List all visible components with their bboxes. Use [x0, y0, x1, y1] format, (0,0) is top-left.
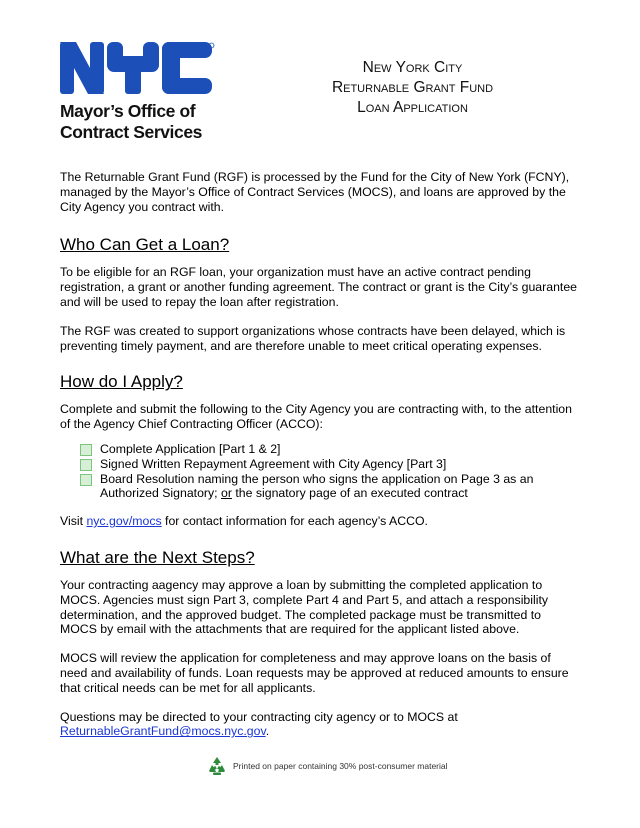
nyc-logo [60, 42, 216, 143]
footer [207, 756, 448, 776]
review-paragraph: MOCS will review the application for completeness and may approve loans on the basis of need and availability of funds. Loan requests may be approved at reduced amounts to ensure that critical needs can be met for all applicants. [60, 651, 569, 695]
checkbox-bullet-icon [80, 459, 92, 471]
list-item [80, 457, 580, 472]
checkbox-bullet-icon [80, 444, 92, 456]
title-line2: Returnable Grant Fund [331, 79, 494, 96]
mocs-website-link[interactable]: nyc.gov/mocs [86, 514, 162, 529]
list-item-text: Complete Application [Part 1 & 2] [100, 441, 281, 456]
logo-text-line2: Contract Services [60, 122, 203, 142]
title-line1: New York City [362, 59, 463, 76]
section-heading-apply: How do I Apply? [60, 372, 183, 392]
list-item-text: Signed Written Repayment Agreement with City Agency [Part 3] [100, 456, 447, 471]
footer-text: Printed on paper containing 30% post-consumer material [233, 761, 448, 771]
item3-or: or [221, 486, 232, 501]
questions-paragraph [60, 710, 580, 740]
visit-paragraph [60, 514, 580, 529]
list-item-text [100, 472, 580, 502]
apply-paragraph: Complete and submit the following to the City Agency you are contracting with, to the attention of the Agency Chief Contracting Officer (ACCO): [60, 402, 572, 432]
title-line3: Loan Application [357, 99, 468, 116]
required-documents-list [60, 442, 580, 501]
mocs-logo-text [60, 101, 216, 143]
questions-post: . [265, 724, 270, 739]
list-item [80, 442, 580, 457]
item3-text-part2: the signatory page of an executed contract [231, 486, 468, 501]
logo-text-line1: Mayor’s Office of [60, 101, 196, 121]
rgf-email-link[interactable]: ReturnableGrantFund@mocs.nyc.gov [60, 724, 266, 739]
approval-paragraph: Your contracting aagency may approve a loan by submitting the completed application to MOCS. Agencies must sign Part 3, complete Part 4 and Part 5, and attach a responsibility determination, and the approved budget. The completed package must be transmitted to MOCS by email with the attachments that are required for the applicant listed above. [60, 577, 549, 637]
document-title [300, 58, 525, 118]
item3-text-part1: Board Resolution naming the person who signs the application on Page 3 as an Authorized Signatory; [100, 471, 534, 501]
eligibility-paragraph: To be eligible for an RGF loan, your organization must have an active contract pending registration, a grant or another funding agreement. The contract or grant is the City’s guarantee and will be used to repay the loan after registration. [60, 265, 577, 309]
visit-pre: Visit [60, 514, 87, 529]
rgf-purpose-paragraph: The RGF was created to support organizations whose contracts have been delayed, which is preventing timely payment, and are therefore unable to meet critical operating expenses. [60, 323, 566, 353]
recycle-icon [207, 756, 227, 776]
document-body [60, 170, 580, 739]
intro-paragraph: The Returnable Grant Fund (RGF) is processed by the Fund for the City of New York (FCNY), managed by the Mayor’s Office of Contract Services (MOCS), and loans are approved by the City Agency you contract with. [60, 170, 570, 214]
section-heading-next-steps: What are the Next Steps? [60, 547, 255, 567]
questions-pre: Questions may be directed to your contracting city agency or to MOCS at [60, 709, 458, 724]
checkbox-bullet-icon [80, 474, 92, 486]
list-item [80, 472, 580, 502]
visit-post: for contact information for each agency’s ACCO. [161, 514, 428, 529]
section-heading-who: Who Can Get a Loan? [60, 235, 230, 255]
nyc-logo-mark [60, 42, 215, 94]
